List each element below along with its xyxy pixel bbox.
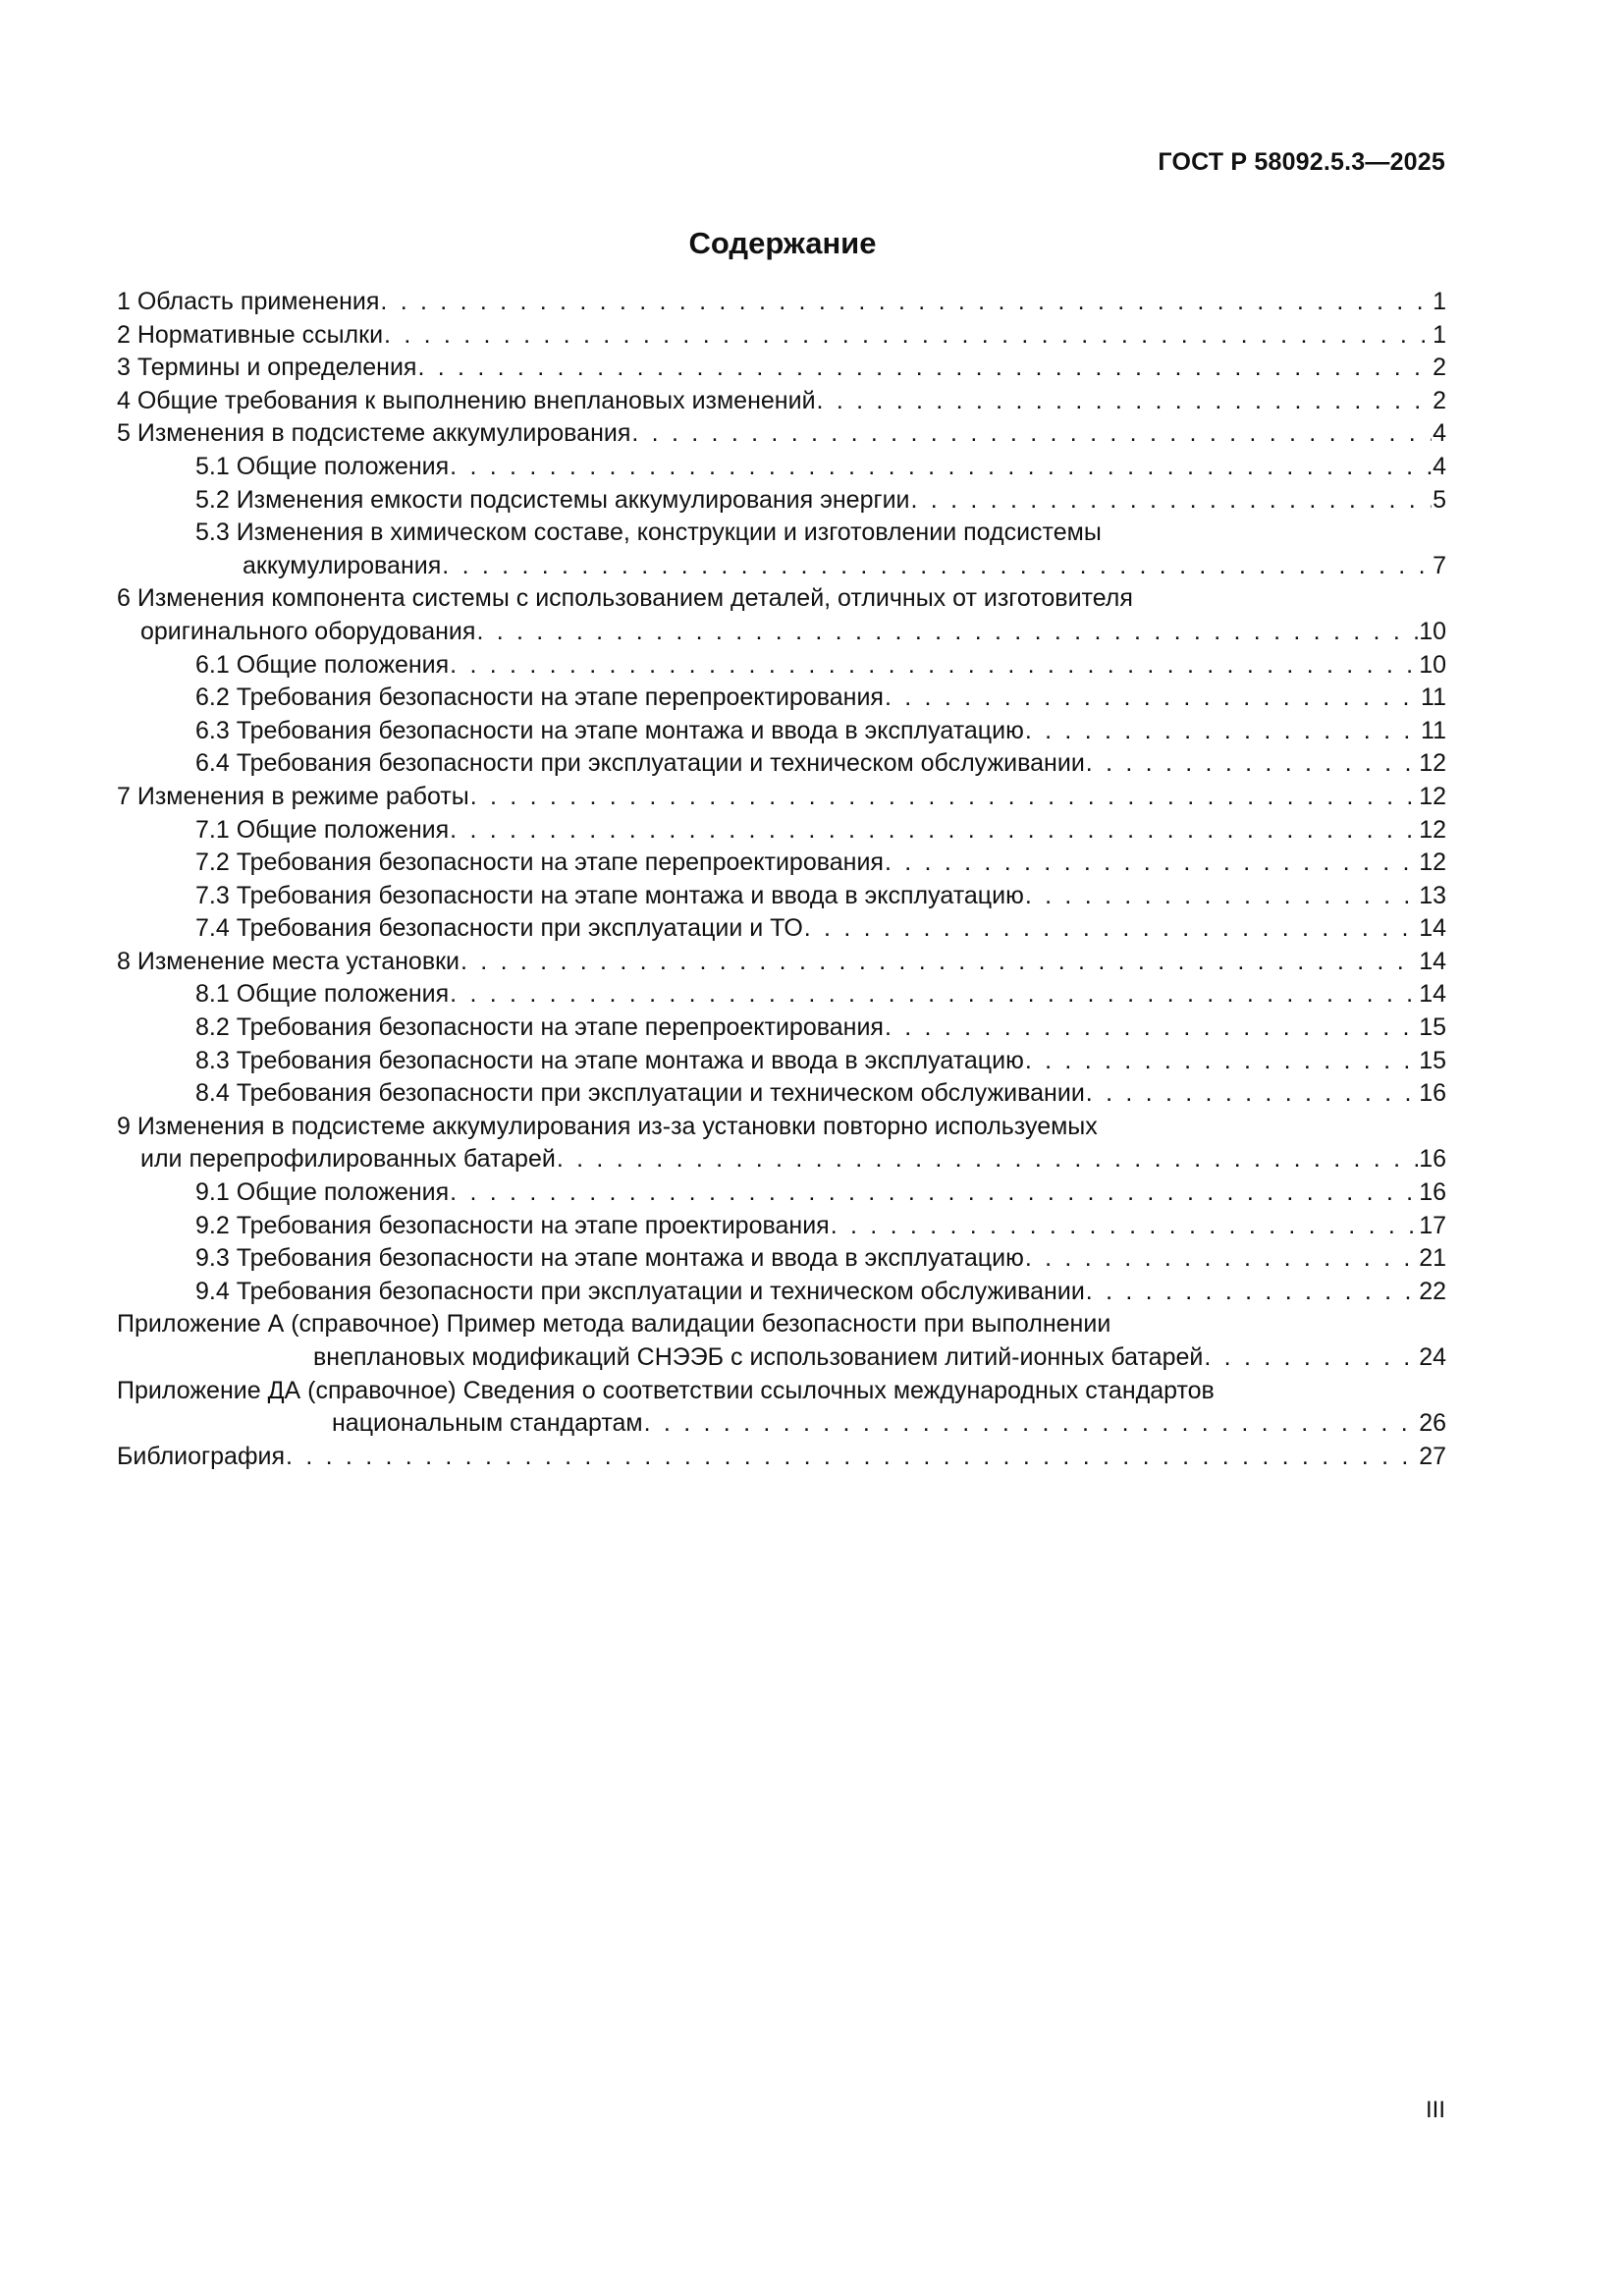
toc-entry[interactable] [117,286,1446,319]
toc-entry-title: или перепрофилированных батарей [140,1145,556,1174]
toc-leader-dots [1025,1045,1418,1078]
toc-entry-title: 5.2 Изменения емкости подсистемы аккумулирования энергии [195,485,910,514]
toc-entry-title: 6.2 Требования безопасности на этапе перепроектирования [195,683,884,712]
toc-entry[interactable] [117,847,1446,880]
toc-entry-title: 1 Область применения [117,288,380,315]
toc-entry[interactable] [117,582,1446,648]
toc-entry-page: 15 [1419,1013,1446,1042]
toc-entry[interactable] [117,781,1446,814]
toc-entry-page: 24 [1419,1343,1446,1371]
toc-leader-dots [460,946,1418,979]
toc-entry-page: 14 [1419,980,1446,1009]
toc-leader-dots [885,1011,1418,1045]
toc-entry[interactable] [117,517,1446,582]
toc-entry-title: 6.1 Общие положения [195,650,450,679]
toc-leader-dots [470,781,1418,814]
toc-leader-dots [450,814,1418,847]
toc-entry[interactable] [117,912,1446,946]
toc-entry-title: 7 Изменения в режиме работы [117,782,469,810]
toc-entry-title: 7.3 Требования безопасности на этапе монтажа и ввода в эксплуатацию [195,881,1024,909]
toc-leader-dots [1025,1242,1418,1276]
toc-title: Содержание [688,226,877,260]
toc-entry-page: 14 [1419,914,1446,943]
toc-entry-title: 8.4 Требования безопасности при эксплуатации и техническом обслуживании [195,1079,1085,1108]
toc-entry[interactable] [117,1375,1446,1441]
toc-entry-page: 2 [1433,354,1446,382]
toc-leader-dots [286,1441,1418,1474]
toc-entry[interactable] [117,1077,1446,1111]
toc-entry-title: 5 Изменения в подсистеме аккумулирования [117,419,631,448]
toc-entry[interactable] [117,715,1446,748]
toc-entry-page: 16 [1419,1178,1446,1207]
toc-entry-title: 7.2 Требования безопасности на этапе перепроектирования [195,848,884,877]
toc-entry[interactable] [117,1441,1446,1474]
toc-leader-dots [450,649,1418,683]
toc-entry-page: 7 [1433,551,1446,579]
toc-entry-title: 8.1 Общие положения [195,980,450,1009]
toc-entry-title-line: Приложение А (справочное) Пример метода валидации безопасности при выполнении [117,1310,1111,1339]
toc-entry-title: 5.1 Общие положения [195,452,450,480]
toc-entry[interactable] [117,1011,1446,1045]
toc-entry-page: 17 [1419,1211,1446,1239]
toc-entry-page: 26 [1419,1409,1446,1438]
table-of-contents [117,286,1446,1473]
page-number: III [1425,2097,1445,2123]
toc-leader-dots [1086,747,1418,781]
toc-entry-page: 11 [1421,716,1446,744]
toc-entry[interactable] [117,1210,1446,1243]
toc-entry-title: 8 Изменение места установки [117,947,460,975]
toc-leader-dots [885,847,1418,880]
toc-entry-title: 9.4 Требования безопасности при эксплуатации и техническом обслуживании [195,1277,1085,1305]
toc-entry[interactable] [117,1045,1446,1078]
toc-entry-title: 8.2 Требования безопасности на этапе перепроектирования [195,1013,884,1042]
toc-entry-title: 4 Общие требования к выполнению внеплановых изменений [117,386,816,414]
toc-entry-page: 10 [1419,617,1446,645]
toc-entry[interactable] [117,682,1446,715]
toc-entry-page: 12 [1419,815,1446,844]
toc-entry-page: 27 [1419,1442,1446,1470]
toc-entry[interactable] [117,946,1446,979]
toc-entry[interactable] [117,451,1446,484]
toc-leader-dots [1086,1077,1418,1111]
toc-leader-dots [450,1176,1418,1210]
toc-leader-dots [911,484,1433,518]
toc-entry[interactable] [117,1308,1446,1374]
toc-leader-dots [804,912,1418,946]
toc-entry-page: 5 [1433,485,1446,514]
toc-entry-page: 15 [1419,1046,1446,1074]
toc-leader-dots [557,1143,1418,1176]
toc-entry[interactable] [117,1276,1446,1309]
toc-entry-page: 13 [1419,881,1446,909]
toc-leader-dots [1204,1341,1418,1375]
toc-leader-dots [417,352,1432,385]
toc-entry-title: внеплановых модификаций СНЭЭБ с использованием литий-ионных батарей [313,1343,1204,1371]
toc-entry-page: 4 [1433,452,1446,480]
toc-entry[interactable] [117,352,1446,385]
toc-entry-title: аккумулирования [243,551,442,579]
toc-entry-page: 4 [1433,419,1446,448]
toc-entry-title: 9.3 Требования безопасности на этапе монтажа и ввода в эксплуатацию [195,1244,1024,1273]
toc-leader-dots [442,550,1432,583]
toc-entry-page: 16 [1419,1079,1446,1108]
toc-entry[interactable] [117,1176,1446,1210]
toc-leader-dots [831,1210,1418,1243]
toc-leader-dots [817,385,1433,418]
toc-entry-page: 12 [1419,782,1446,810]
toc-leader-dots [450,451,1432,484]
document-code: ГОСТ Р 58092.5.3—2025 [1158,148,1445,176]
toc-entry-title: 9.1 Общие положения [195,1178,450,1207]
toc-entry-page: 12 [1419,848,1446,877]
toc-entry-page: 16 [1419,1145,1446,1174]
toc-leader-dots [1086,1276,1418,1309]
toc-leader-dots [476,616,1418,649]
toc-entry[interactable] [117,1111,1446,1176]
toc-entry-title: 2 Нормативные ссылки [117,320,384,349]
toc-entry-title-line: 9 Изменения в подсистеме аккумулирования из-за установки повторно используемых [117,1112,1098,1140]
toc-entry[interactable] [117,649,1446,683]
toc-entry-title: 7.4 Требования безопасности при эксплуатации и ТО [195,914,803,943]
toc-entry-title: оригинального оборудования [140,617,476,645]
toc-leader-dots [885,682,1420,715]
toc-entry[interactable] [117,880,1446,913]
toc-leader-dots [380,286,1432,319]
toc-entry-page: 1 [1433,320,1446,349]
toc-leader-dots [384,319,1432,353]
toc-entry[interactable] [117,319,1446,353]
toc-entry-page: 21 [1419,1244,1446,1273]
toc-leader-dots [631,417,1432,451]
toc-entry-title: 7.1 Общие положения [195,815,450,844]
toc-entry[interactable] [117,417,1446,451]
toc-entry-title: 6.4 Требования безопасности при эксплуатации и техническом обслуживании [195,749,1085,778]
toc-entry-title: 3 Термины и определения [117,354,417,382]
toc-entry-title: национальным стандартам [332,1409,643,1438]
toc-leader-dots [1025,715,1420,748]
toc-entry[interactable] [117,385,1446,418]
toc-entry-title-line: Приложение ДА (справочное) Сведения о соответствии ссылочных международных стандартов [117,1376,1215,1404]
toc-leader-dots [644,1407,1419,1441]
toc-entry-title: 8.3 Требования безопасности на этапе монтажа и ввода в эксплуатацию [195,1046,1024,1074]
toc-entry-title-line: 6 Изменения компонента системы с использованием деталей, отличных от изготовителя [117,584,1133,613]
toc-entry-page: 12 [1419,749,1446,778]
toc-entry-page: 14 [1419,947,1446,975]
toc-entry-page: 22 [1419,1277,1446,1305]
toc-entry-page: 2 [1433,386,1446,414]
toc-entry-title: 9.2 Требования безопасности на этапе проектирования [195,1211,830,1239]
toc-entry[interactable] [117,484,1446,518]
toc-entry[interactable] [117,1242,1446,1276]
toc-entry[interactable] [117,747,1446,781]
toc-leader-dots [1025,880,1418,913]
toc-leader-dots [450,978,1418,1011]
toc-entry-page: 11 [1421,683,1446,712]
toc-entry-title-line: 5.3 Изменения в химическом составе, конструкции и изготовлении подсистемы [195,519,1102,547]
toc-entry-title: Библиография [117,1442,286,1470]
toc-entry[interactable] [117,978,1446,1011]
toc-entry[interactable] [117,814,1446,847]
toc-entry-page: 1 [1433,288,1446,315]
toc-entry-title: 6.3 Требования безопасности на этапе монтажа и ввода в эксплуатацию [195,716,1024,744]
toc-entry-page: 10 [1419,650,1446,679]
